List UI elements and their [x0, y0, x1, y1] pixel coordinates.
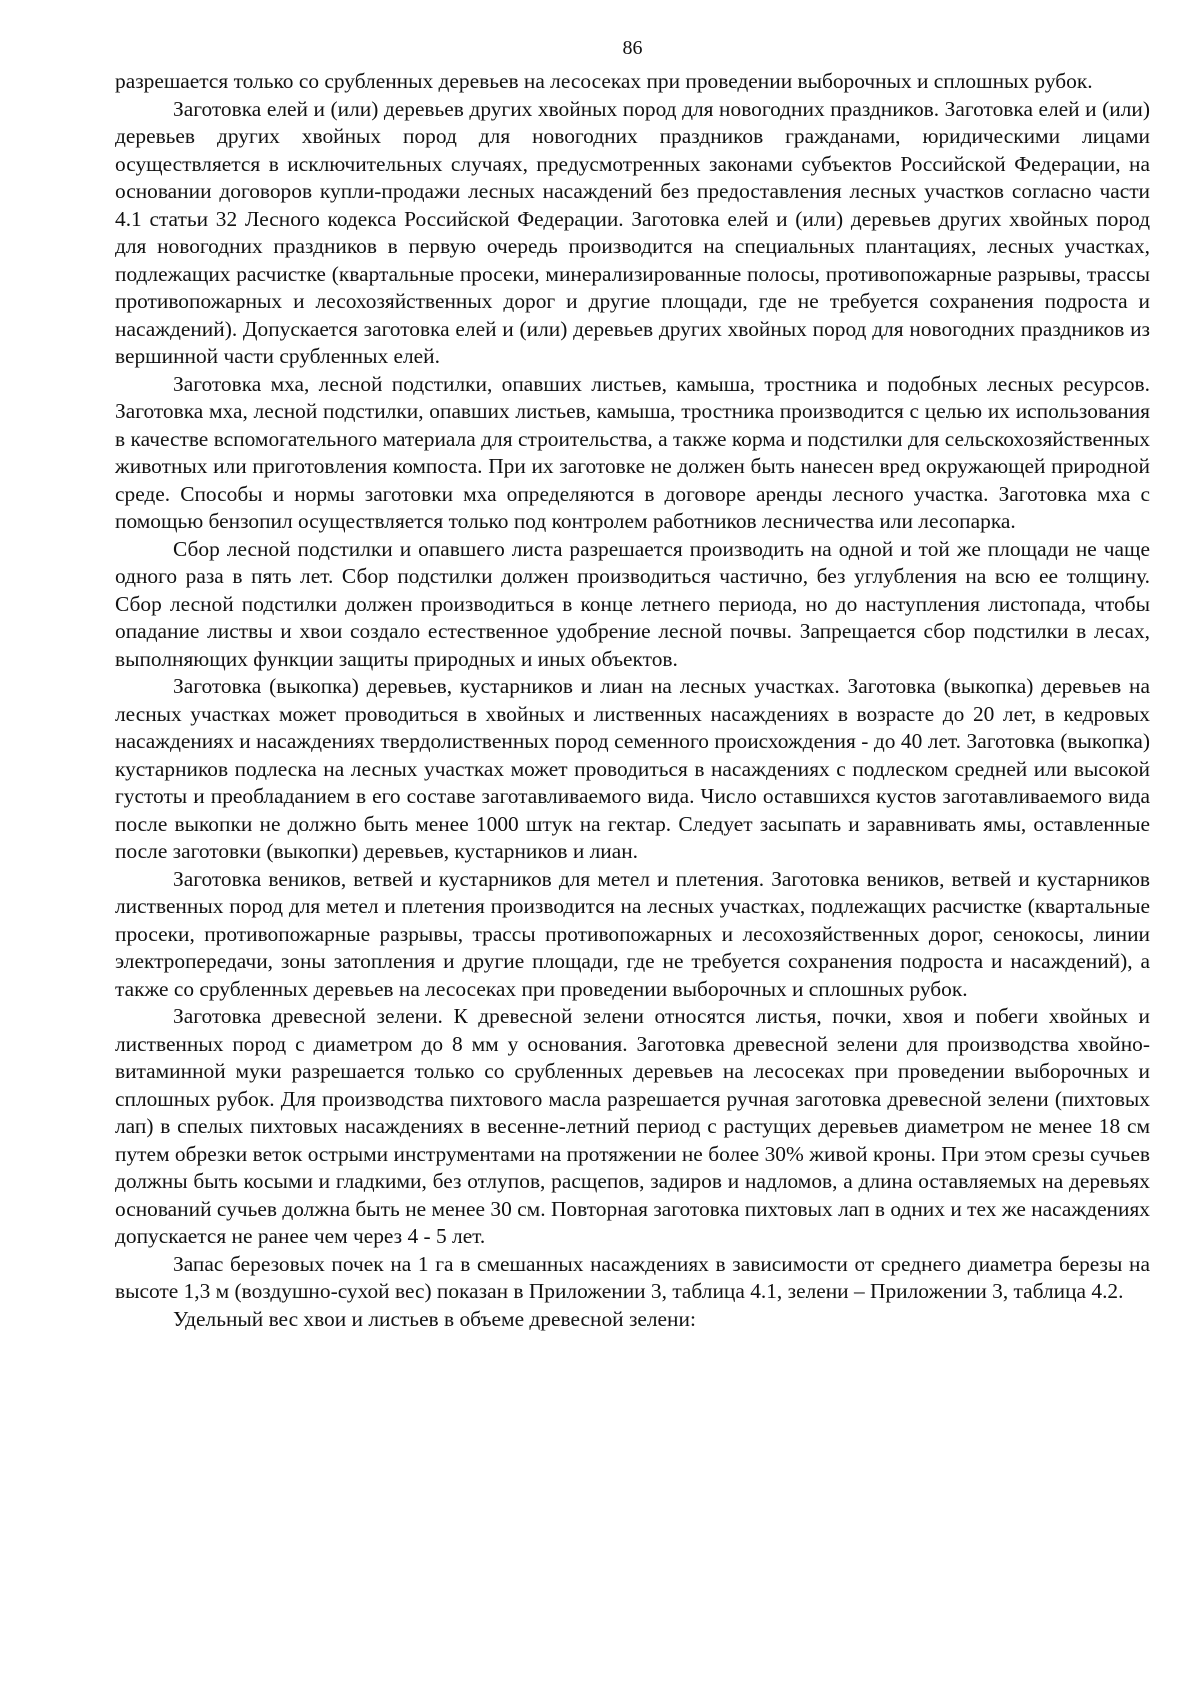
paragraph-moss-litter: Заготовка мха, лесной подстилки, опавших листьев, камыша, тростника и подобных лесных ресурсов. Заготовка мха, лесной подстилки, опавших листьев, камыша, тростника производится с целью их использования в качестве вспомогательного материала для строительства, а также корма и подстилки для сельскохозяйственных животных или приготовления компоста. При их заготовке не должен быть нанесен вред окружающей природной среде. Способы и нормы заготовки мха определяются в договоре аренды лесного участка. Заготовка мха с помощью бензопил осуществляется только под контролем работников лесничества или лесопарка. [115, 371, 1150, 533]
paragraph-tree-greenery: Заготовка древесной зелени. К древесной зелени относятся листья, почки, хвоя и побеги хвойных и лиственных пород с диаметром до 8 мм у основания. Заготовка древесной зелени для производства хвойно-витаминной муки разрешается только со срубленных деревьев на лесосеках при проведении выборочных и сплошных рубок. Для производства пихтового масла разрешается ручная заготовка древесной зелени (пихтовых лап) в спелых пихтовых насаждениях в весенне-летний период с растущих деревьев диаметром не менее 18 см путем обрезки веток острыми инструментами на протяжении не более 30% живой кроны. При этом срезы сучьев должны быть косыми и гладкими, без отлупов, расщепов, задиров и надломов, а длина оставляемых на деревьях оснований сучьев должна быть не менее 30 см. Повторная заготовка пихтовых лап в одних и тех же насаждениях допускается не ранее чем через 4 - 5 лет. [115, 1004, 1150, 1248]
paragraph-digging-trees: Заготовка (выкопка) деревьев, кустарников и лиан на лесных участках. Заготовка (выкопка) деревьев на лесных участках может проводиться в хвойных и лиственных насаждениях в возрасте до 20 лет, в кедровых насаждениях и насаждениях твердолиственных пород семенного происхождения - до 40 лет. Заготовка (выкопка) кустарников подлеска на лесных участках может проводиться в насаждениях с подлеском средней или высокой густоты и преобладанием в его составе заготавливаемого вида. Число оставшихся кустов заготавливаемого вида после выкопки не должно быть менее 1000 штук на гектар. Следует засыпать и заравнивать ямы, оставленные после заготовки (выкопки) деревьев, кустарников и лиан. [115, 674, 1150, 863]
paragraph-litter-collection: Сбор лесной подстилки и опавшего листа разрешается производить на одной и той же площади не чаще одного раза в пять лет. Сбор подстилки должен производиться частично, без углубления на всю ее толщину. Сбор лесной подстилки должен производиться в конце летнего периода, но до наступления листопада, чтобы опадание листвы и хвои создало естественное удобрение лесной почвы. Запрещается сбор подстилки в лесах, выполняющих функции защиты природных и иных объектов. [115, 536, 1150, 671]
paragraph-needles-leaves: Удельный вес хвои и листьев в объеме древесной зелени: [173, 1306, 696, 1331]
paragraph-birch-buds: Запас березовых почек на 1 га в смешанных насаждениях в зависимости от среднего диаметра березы на высоте 1,3 м (воздушно-сухой вес) показан в Приложении 3, таблица 4.1, зелени – Приложении 3, таблица 4.2. [115, 1251, 1150, 1303]
paragraph-brooms-branches: Заготовка веников, ветвей и кустарников для метел и плетения. Заготовка веников, ветвей и кустарников лиственных пород для метел и плетения производится на лесных участках, подлежащих расчистке (квартальные просеки, противопожарные разрывы, трассы противопожарных и лесохозяйственных дорог, сенокосы, линии электропередачи, зоны затопления и другие площади, где не требуется сохранения подроста и насаждений), а также со срубленных деревьев на лесосеках при проведении выборочных и сплошных рубок. [115, 866, 1150, 1001]
paragraph-continuation: разрешается только со срубленных деревьев на лесосеках при проведении выборочных и сплошных рубок. [115, 69, 1093, 93]
page-number: 86 [622, 37, 643, 59]
paragraph-fir-trees: Заготовка елей и (или) деревьев других хвойных пород для новогодних праздников. Заготовка елей и (или) деревьев других хвойных пород для новогодних праздников гражданами, юридическими лицами осуществляется в исключительных случаях, предусмотренных законами субъектов Российской Федерации, на основании договоров купли-продажи лесных насаждений без предоставления лесных участков согласно части 4.1 статьи 32 Лесного кодекса Российской Федерации. Заготовка елей и (или) деревьев других хвойных пород для новогодних праздников в первую очередь производится на специальных плантациях, лесных участках, подлежащих расчистке (квартальные просеки, минерализированные полосы, противопожарные разрывы, трассы противопожарных и лесохозяйственных дорог и другие площади, где не требуется сохранения подроста и насаждений). Допускается заготовка елей и (или) деревьев других хвойных пород для новогодних праздников из вершинной части срубленных елей. [115, 96, 1150, 368]
document-page [115, 36, 1150, 1333]
